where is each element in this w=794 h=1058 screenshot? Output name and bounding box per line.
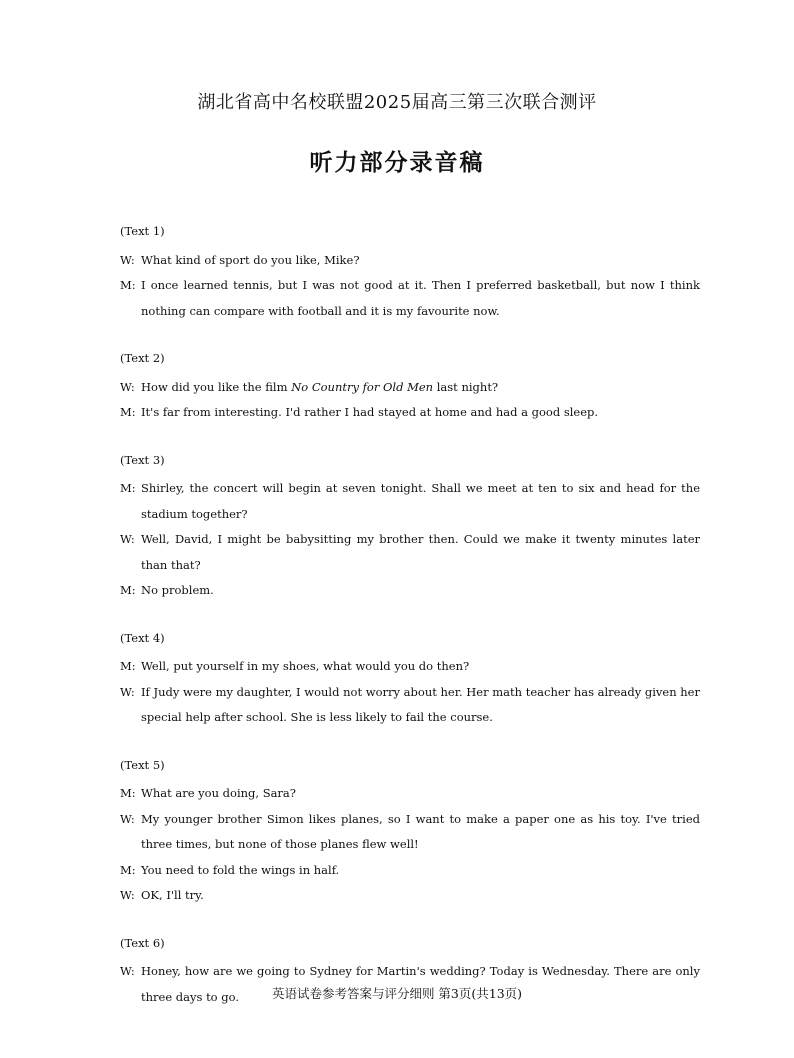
dialogue-text: No problem. bbox=[141, 583, 214, 597]
dialogue-text: You need to fold the wings in half. bbox=[141, 862, 340, 877]
dialogue-text: last night? bbox=[433, 379, 499, 394]
dialogue-text: Honey, how are we going to Sydney for Martin's wedding? Today is Wednesday. There are only three days to go. bbox=[141, 964, 700, 1004]
exam-title: 湖北省高中名校联盟2025届高三第三次联合测评 bbox=[197, 92, 597, 113]
speaker-label: W: bbox=[120, 888, 135, 902]
film-title-text: No Country for Old Men bbox=[291, 379, 434, 394]
speaker-label: M: bbox=[120, 405, 136, 419]
dialogue-line bbox=[120, 781, 700, 807]
dialogue-text: How did you like the film bbox=[141, 379, 292, 394]
dialogue-text: Shirley, the concert will begin at seven tonight. Shall we meet at ten to six and head for the stadium together? bbox=[141, 481, 700, 521]
speaker-label: W: bbox=[120, 532, 135, 546]
dialogue-line bbox=[120, 400, 700, 426]
transcript-section bbox=[120, 756, 700, 909]
speaker-label: M: bbox=[120, 481, 136, 495]
dialogue-line bbox=[120, 858, 700, 884]
speaker-label: W: bbox=[120, 684, 135, 699]
dialogue-line bbox=[120, 273, 700, 324]
dialogue-text: If Judy were my daughter, I would not worry about her. Her math teacher has already given her special help after school. She is less likely to fail the course. bbox=[141, 684, 700, 724]
section-label: (Text 4) bbox=[120, 630, 165, 645]
dialogue-line bbox=[120, 680, 700, 731]
page-footer: 英语试卷参考答案与评分细则 第3页(共13页) bbox=[271, 986, 523, 1001]
dialogue-line bbox=[120, 248, 700, 274]
dialogue-line bbox=[120, 375, 700, 401]
dialogue-text: OK, I'll try. bbox=[141, 888, 204, 902]
section-label: (Text 6) bbox=[120, 935, 165, 950]
dialogue-line bbox=[120, 476, 700, 527]
dialogue-text: Well, David, I might be babysitting my brother then. Could we make it twenty minutes later than that? bbox=[141, 532, 700, 572]
speaker-label: W: bbox=[120, 964, 135, 978]
dialogue-line bbox=[120, 527, 700, 578]
speaker-label: M: bbox=[120, 659, 136, 673]
document-title: 听力部分录音稿 bbox=[309, 150, 485, 176]
speaker-label: M: bbox=[120, 786, 136, 800]
dialogue-text: My younger brother Simon likes planes, so I want to make a paper one as his toy. I've tried three times, but none of those planes flew well! bbox=[141, 811, 700, 851]
transcript-section bbox=[120, 349, 700, 426]
transcript-section bbox=[120, 629, 700, 731]
dialogue-line bbox=[120, 883, 700, 909]
dialogue-text: Well, put yourself in my shoes, what would you do then? bbox=[141, 659, 470, 673]
transcript-section bbox=[120, 451, 700, 604]
dialogue-text: I once learned tennis, but I was not good at it. Then I preferred basketball, but now I think nothing can compare with football and it is my favourite now. bbox=[141, 278, 700, 318]
dialogue-line bbox=[120, 807, 700, 858]
transcript-section bbox=[120, 222, 700, 324]
dialogue-text: What are you doing, Sara? bbox=[141, 786, 296, 800]
speaker-label: M: bbox=[120, 862, 136, 877]
dialogue-line bbox=[120, 654, 700, 680]
section-label: (Text 3) bbox=[120, 452, 165, 467]
dialogue-text: It's far from interesting. I'd rather I had stayed at home and had a good sleep. bbox=[141, 405, 599, 419]
speaker-label: M: bbox=[120, 583, 136, 597]
speaker-label: W: bbox=[120, 252, 135, 267]
section-label: (Text 1) bbox=[120, 224, 165, 238]
section-label: (Text 5) bbox=[120, 757, 165, 772]
dialogue-line bbox=[120, 578, 700, 604]
dialogue-text: What kind of sport do you like, Mike? bbox=[141, 252, 360, 267]
speaker-label: W: bbox=[120, 379, 135, 394]
speaker-label: M: bbox=[120, 278, 136, 292]
section-label: (Text 2) bbox=[120, 351, 165, 365]
speaker-label: W: bbox=[120, 811, 135, 826]
transcript-body bbox=[120, 222, 700, 1035]
